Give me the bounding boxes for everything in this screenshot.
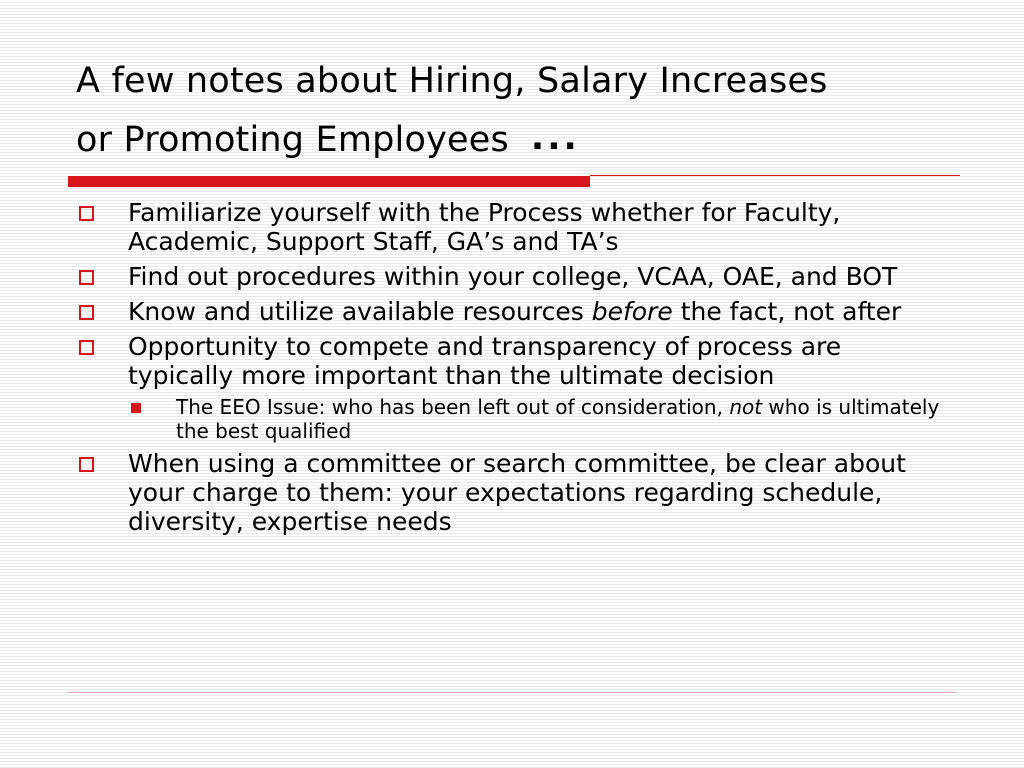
title-underline-thick	[68, 176, 590, 187]
sub-bullet-list	[128, 395, 954, 443]
bullet-text-3-post: the fact, not after	[672, 297, 902, 326]
bullet-item-4	[74, 332, 954, 443]
sub-bullet-item-1	[128, 395, 954, 443]
title-line-1: A few notes about Hiring, Salary Increases	[76, 61, 828, 101]
filled-square-bullet-icon	[131, 403, 141, 413]
bullet-item-1	[74, 198, 954, 256]
hollow-square-bullet-icon	[79, 270, 94, 285]
sub-bullet-text-pre: The EEO Issue: who has been left out of consideration,	[176, 395, 730, 419]
hollow-square-bullet-icon	[79, 340, 94, 355]
bullet-text-3-emphasis: before	[591, 297, 673, 326]
title-ellipsis: ...	[530, 118, 580, 158]
sub-bullet-text-emphasis: not	[729, 395, 763, 419]
hollow-square-bullet-icon	[79, 305, 94, 320]
bullet-list	[74, 198, 954, 542]
hollow-square-bullet-icon	[79, 457, 94, 472]
slide-title	[76, 52, 976, 170]
bullet-text-1: Familiarize yourself with the Process whether for Faculty, Academic, Support Staff, GA’s and TA’s	[128, 198, 841, 256]
bullet-item-3	[74, 297, 954, 326]
title-underline-thin	[590, 175, 960, 176]
hollow-square-bullet-icon	[79, 206, 94, 221]
sub-bullet-text-post: who is ultimately the best qualified	[176, 395, 940, 443]
bullet-text-3-pre: Know and utilize available resources	[128, 297, 592, 326]
bullet-text-4: Opportunity to compete and transparency of process are typically more important than the ultimate decision	[128, 332, 842, 390]
footer-rule	[68, 692, 956, 693]
title-line-2: or Promoting Employees	[76, 120, 509, 160]
bullet-item-5	[74, 449, 954, 536]
bullet-text-2: Find out procedures within your college, VCAA, OAE, and BOT	[128, 262, 898, 291]
bullet-text-5: When using a committee or search committee, be clear about your charge to them: your expectations regarding schedule, diversity, expertise needs	[128, 449, 906, 536]
bullet-item-2	[74, 262, 954, 291]
